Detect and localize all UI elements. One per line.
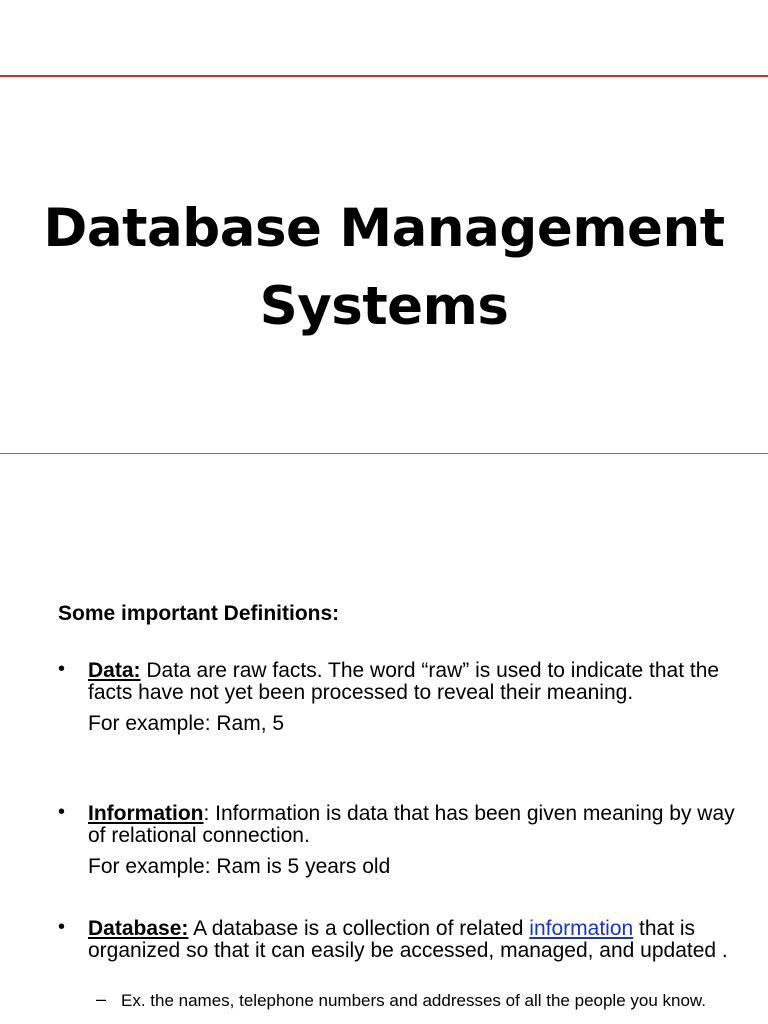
data-term-label: Data: — [88, 659, 141, 682]
title-line-2: Systems — [259, 276, 509, 337]
bullet-icon: • — [58, 916, 66, 938]
definitions-heading: Some important Definitions: — [58, 602, 340, 625]
database-text-after-link: that is organized so that it can easily be accessed, managed, and updated . — [88, 917, 728, 962]
data-text: Data are raw facts. The word “raw” is used to indicate that the facts have not yet been processed to reveal their meaning. — [88, 659, 720, 704]
database-definition — [88, 918, 748, 962]
title-line-1: Database Management — [43, 198, 725, 259]
bullet-icon: • — [58, 801, 66, 823]
list-item-database — [58, 918, 748, 962]
list-item-data — [58, 660, 748, 735]
information-example: For example: Ram is 5 years old — [88, 855, 391, 878]
database-term: Database: — [88, 917, 189, 940]
database-text-before-link: A database is a collection of related — [188, 917, 530, 940]
information-text: : Information is data that has been given meaning by way of relational connection. — [88, 802, 735, 847]
top-red-rule — [0, 75, 768, 77]
bullet-icon: • — [58, 658, 66, 680]
data-term — [88, 659, 141, 682]
sub-list-item-example — [96, 991, 736, 1011]
information-definition — [88, 803, 748, 847]
bottom-red-rule — [0, 453, 768, 454]
data-example: For example: Ram, 5 — [88, 712, 285, 735]
data-definition — [88, 660, 748, 704]
information-link[interactable]: information — [529, 917, 634, 940]
database-example-text: Ex. the names, telephone numbers and addresses of all the people you know. — [121, 991, 706, 1010]
list-item-information — [58, 803, 748, 878]
dash-icon: – — [96, 989, 107, 1009]
slide-title — [0, 190, 768, 346]
information-term: Information — [88, 802, 204, 825]
